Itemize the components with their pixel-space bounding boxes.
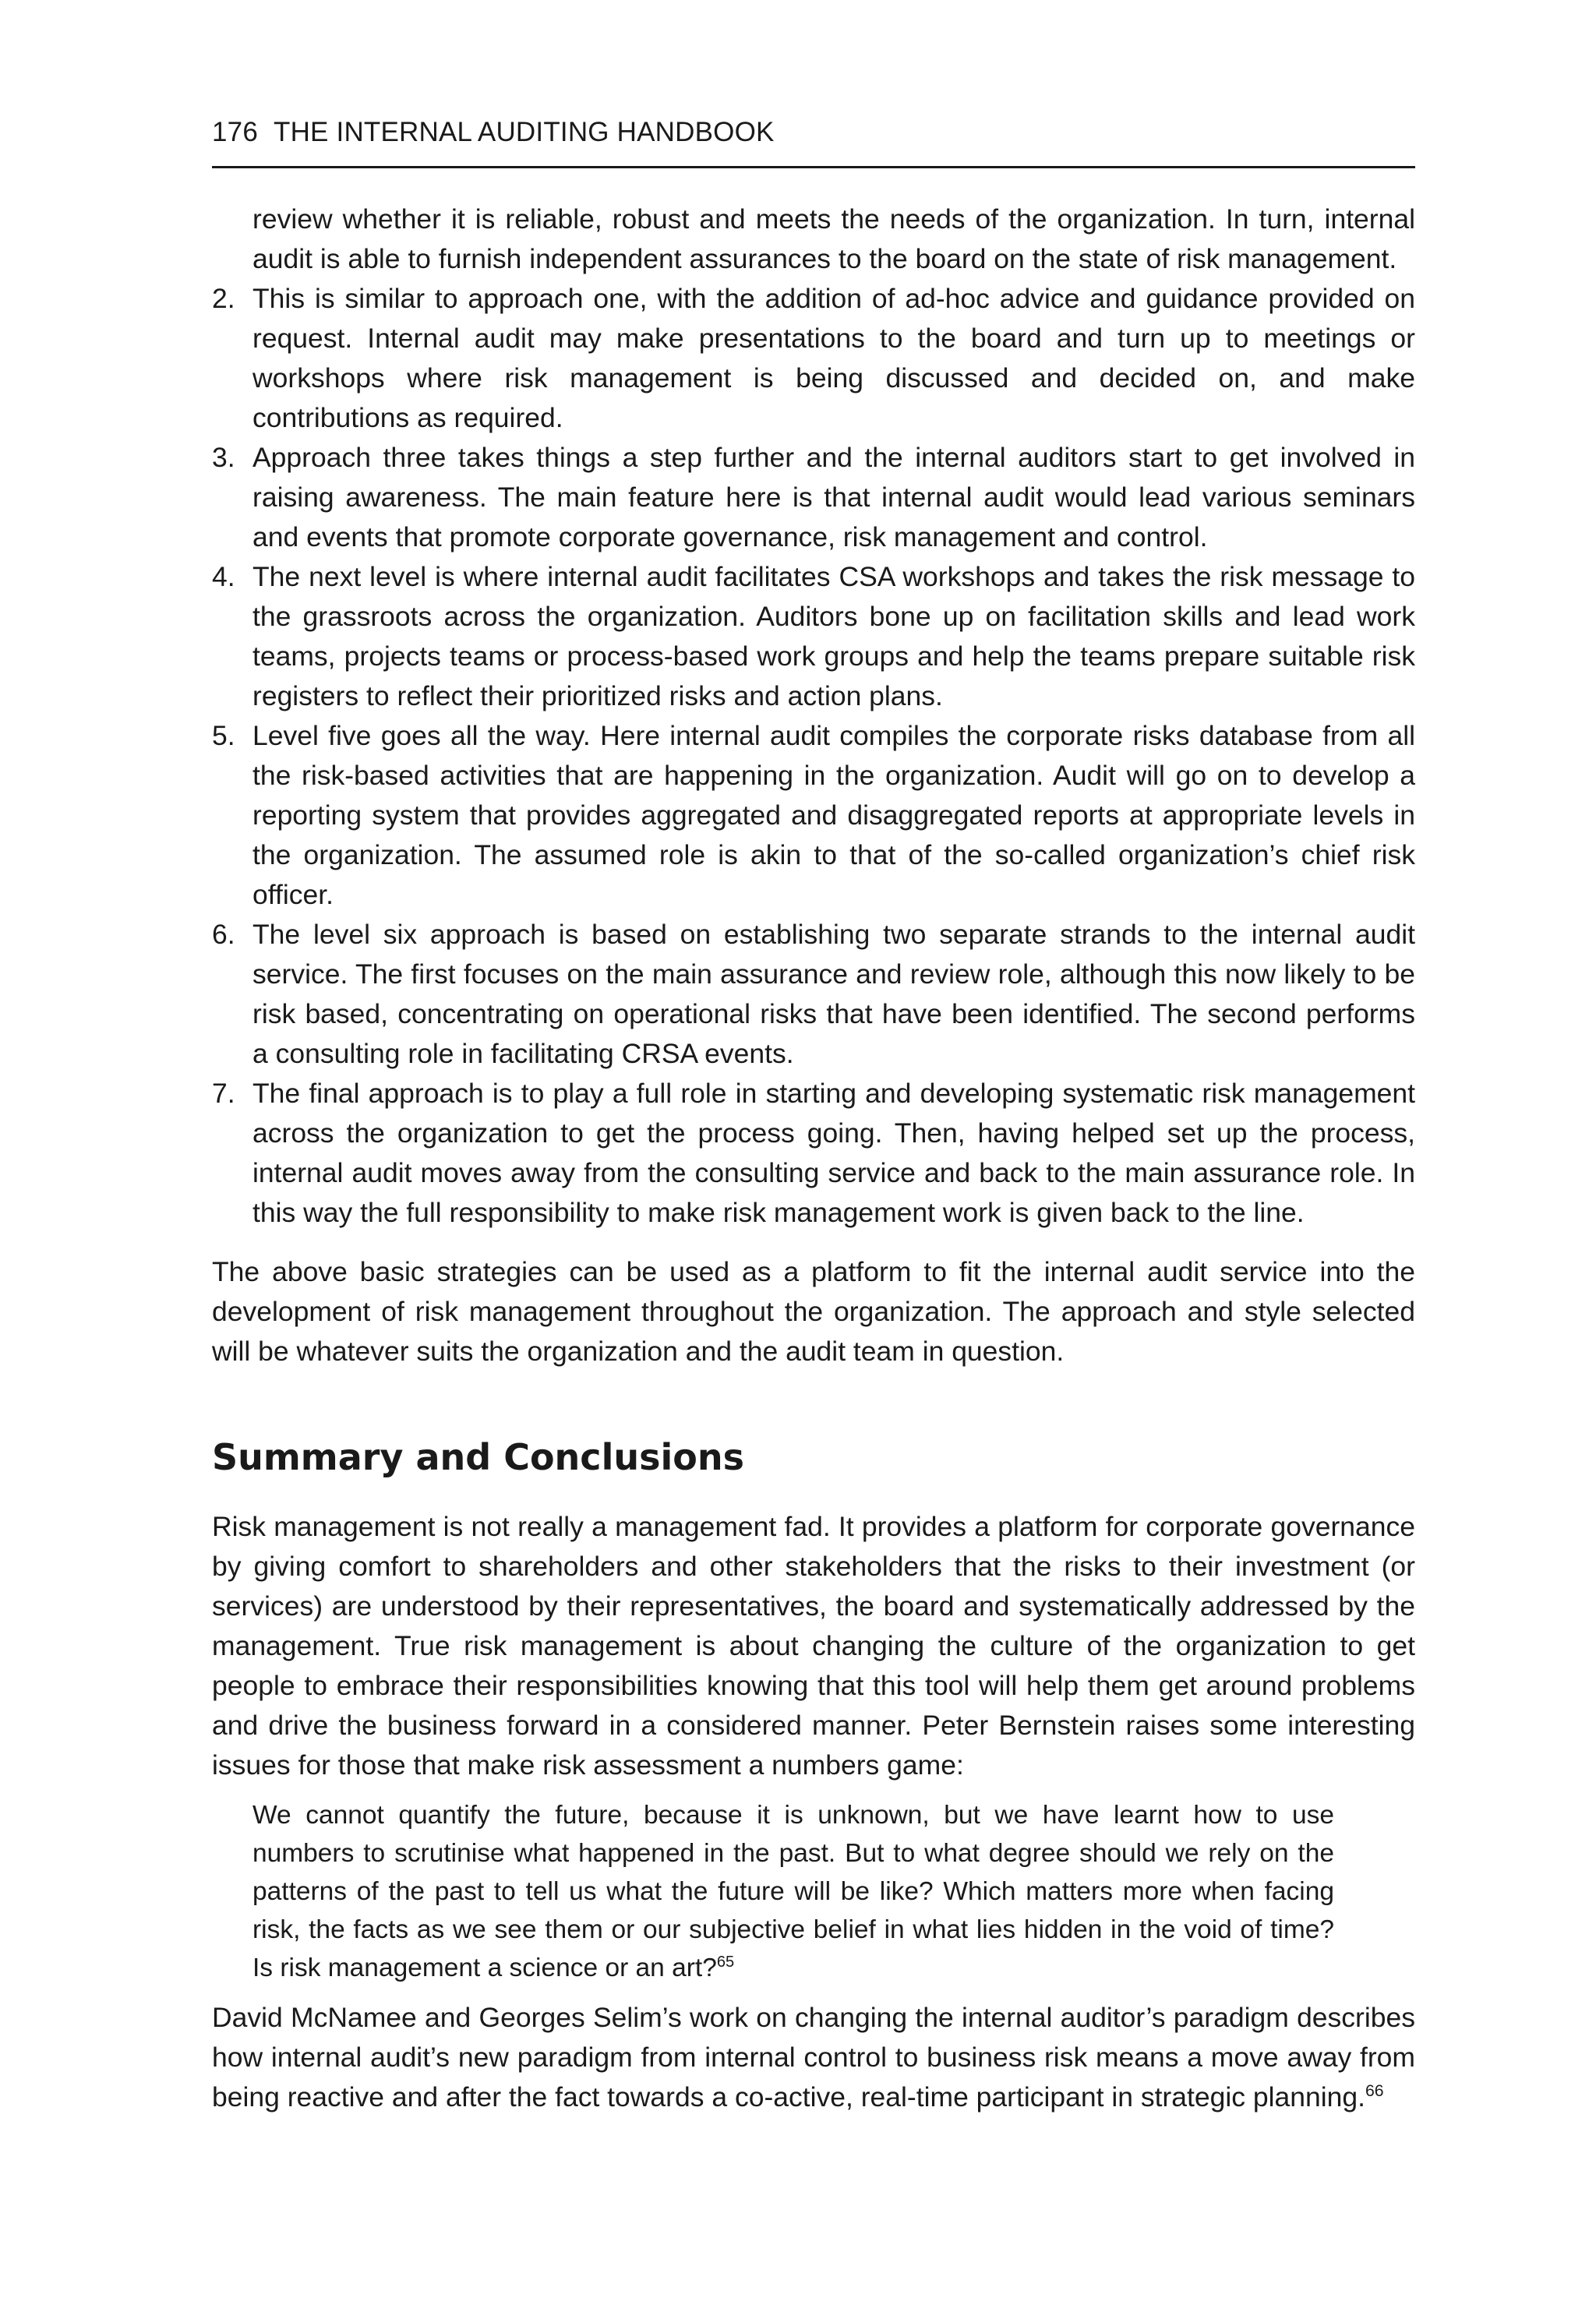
list-item-text: Approach three takes things a step further and the internal auditors start to get involved in raising awareness. The main feature here is that internal audit would lead various seminars and events that promote corporate governance, risk management and control. bbox=[252, 442, 1415, 552]
paradigm-text: David McNamee and Georges Selim’s work on changing the internal auditor’s paradigm describes how internal audit’s new paradigm from internal control to business risk means a move away from being reactive and after the fact towards a co-active, real-time participant in strategic planning. bbox=[212, 2002, 1415, 2113]
quote-text: We cannot quantify the future, because it is unknown, but we have learnt how to use numbers to scrutinise what happened in the past. But to what degree should we rely on the patterns of the past to tell us what the future will be like? Which matters more when facing risk, the facts as we see them or our subjective belief in what lies hidden in the void of time? Is risk management a science or an art? bbox=[252, 1801, 1334, 1982]
strategies-paragraph: The above basic strategies can be used as a platform to fit the internal audit service into the development of risk management throughout the organization. The approach and style selected will be whatever suits the organization and the audit team in question. bbox=[212, 1256, 1415, 1367]
paradigm-paragraph bbox=[212, 1998, 1415, 2117]
list-item-text: The next level is where internal audit facilitates CSA workshops and takes the risk message to the grassroots across the organization. Auditors bone up on facilitation skills and lead work teams, projects teams or process-based work groups and help the teams prepare suitable risk registers to reflect their prioritized risks and action plans. bbox=[252, 561, 1415, 711]
list-item bbox=[212, 279, 1415, 438]
list-item bbox=[212, 915, 1415, 1074]
list-item bbox=[212, 557, 1415, 716]
running-title: THE INTERNAL AUDITING HANDBOOK bbox=[274, 117, 775, 147]
list-item-number: 6. bbox=[212, 919, 235, 950]
list-item-text: The final approach is to play a full role in starting and developing systematic risk management across the organization to get the process going. Then, having helped set up the process, internal audit moves away from the consulting service and back to the main assurance role. In this way the full responsibility to make risk management work is given back to the line. bbox=[252, 1078, 1415, 1228]
continued-list-paragraph: review whether it is reliable, robust and meets the needs of the organization. In turn, internal audit is able to furnish independent assurances to the board on the state of risk management. bbox=[252, 203, 1415, 274]
page-number: 176 bbox=[212, 117, 258, 147]
list-item-number: 5. bbox=[212, 720, 235, 751]
footnote-marker: 65 bbox=[716, 1953, 735, 1971]
header-rule bbox=[212, 166, 1415, 168]
bernstein-quote bbox=[252, 1796, 1334, 1987]
list-item-number: 7. bbox=[212, 1078, 235, 1109]
summary-paragraph: Risk management is not really a management fad. It provides a platform for corporate governance by giving comfort to shareholders and other stakeholders that the risks to their investment (or services) are understood by their representatives, the board and systematically addressed by the management. True risk management is about changing the culture of the organization to get people to embrace their responsibilities knowing that this tool will help them get around problems and drive the business forward in a considered manner. Peter Bernstein raises some interesting issues for those that make risk assessment a numbers game: bbox=[212, 1511, 1415, 1781]
list-item bbox=[212, 438, 1415, 557]
running-header bbox=[212, 117, 1415, 148]
approach-list bbox=[212, 279, 1415, 1233]
list-item bbox=[212, 716, 1415, 915]
list-item-number: 2. bbox=[212, 283, 235, 314]
list-item bbox=[212, 1074, 1415, 1233]
list-item-text: This is similar to approach one, with the addition of ad-hoc advice and guidance provided on request. Internal audit may make presentations to the board and turn up to meetings or workshops where risk management is being discussed and decided on, and make contributions as required. bbox=[252, 283, 1415, 433]
list-item-number: 4. bbox=[212, 561, 235, 592]
section-heading: Summary and Conclusions bbox=[212, 1436, 744, 1478]
list-item-number: 3. bbox=[212, 442, 235, 473]
page-body bbox=[212, 199, 1415, 2117]
list-item-text: Level five goes all the way. Here internal audit compiles the corporate risks database from all the risk-based activities that are happening in the organization. Audit will go on to develop a reporting system that provides aggregated and disaggregated reports at appropriate levels in the organization. The assumed role is akin to that of the so-called organization’s chief risk officer. bbox=[252, 720, 1415, 910]
footnote-marker: 66 bbox=[1365, 2081, 1384, 2101]
list-item-text: The level six approach is based on establishing two separate strands to the internal audit service. The first focuses on the main assurance and review role, although this now likely to be risk based, concentrating on operational risks that have been identified. The second performs a consulting role in facilitating CRSA events. bbox=[252, 919, 1415, 1069]
